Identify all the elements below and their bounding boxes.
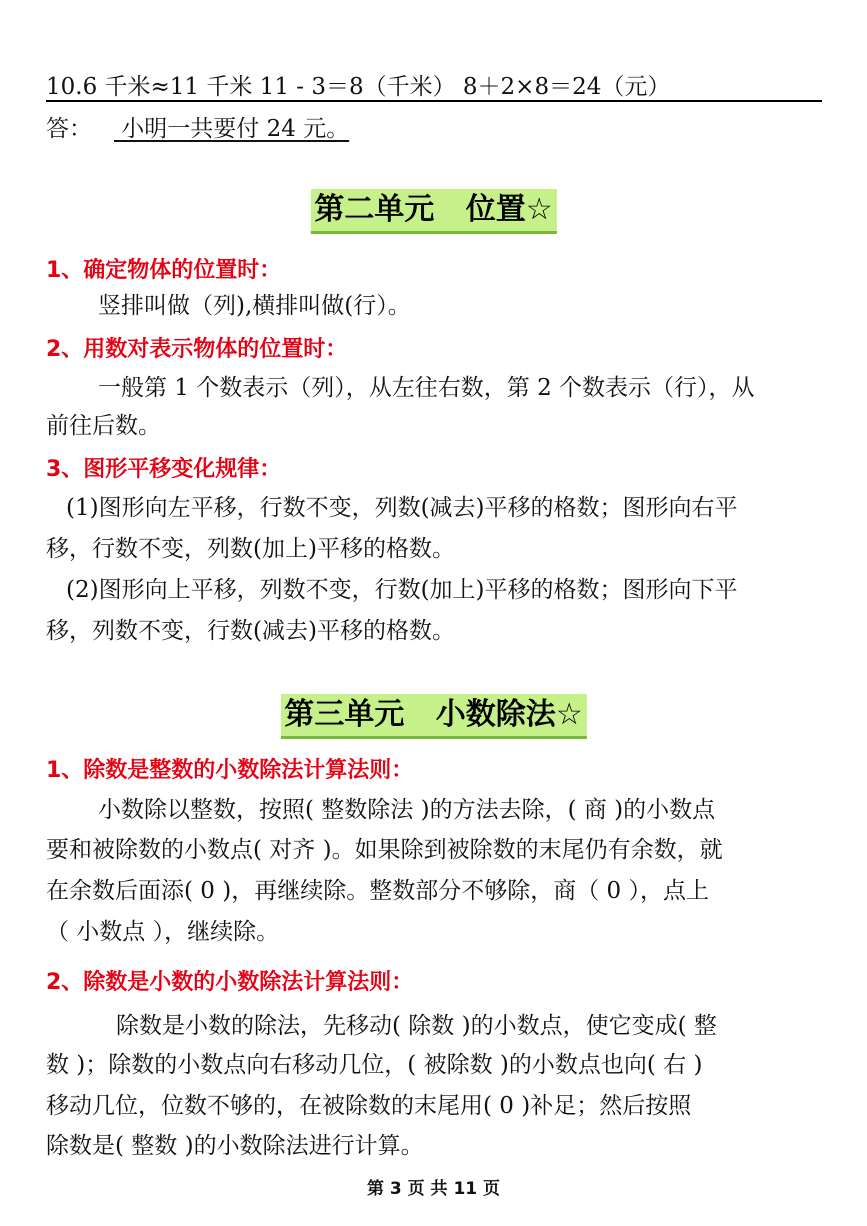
unit2-item1-body: 竖排叫做（列),横排叫做(行）。 — [98, 293, 411, 319]
unit3-title: 第三单元 小数除法☆ — [280, 694, 586, 739]
unit2-item3-body-2: 移，行数不变，列数(加上)平移的格数。 — [46, 536, 455, 562]
answer-prefix: 答： — [46, 116, 92, 142]
unit3-item2-body-2: 数 )；除数的小数点向右移动几位，( 被除数 )的小数点也向( 右 ) — [46, 1052, 703, 1078]
unit3-item1-body-1: 小数除以整数，按照( 整数除法 )的方法去除，( 商 )的小数点 — [98, 797, 716, 823]
unit3-item1-title: 1、除数是整数的小数除法计算法则： — [46, 758, 414, 783]
unit2-item1-title: 1、确定物体的位置时： — [46, 258, 282, 283]
unit3-item2-body-4: 除数是( 整数 )的小数除法进行计算。 — [46, 1133, 424, 1159]
answer-line — [46, 114, 349, 144]
unit3-item2-body-3: 移动几位，位数不够的，在被除数的末尾用( 0 )补足；然后按照 — [46, 1093, 692, 1119]
unit2-item2-title: 2、用数对表示物体的位置时： — [46, 337, 348, 362]
unit3-item2-body-1: 除数是小数的除法，先移动( 除数 )的小数点，使它变成( 整 — [116, 1013, 717, 1039]
unit3-item1-body-2: 要和被除数的小数点( 对齐 )。如果除到被除数的末尾仍有余数，就 — [46, 837, 723, 863]
calc-underline — [46, 100, 822, 102]
page-number: 第 3 页 共 11 页 — [366, 1179, 501, 1199]
unit2-item3-body-1: (1)图形向左平移，行数不变，列数(减去)平移的格数；图形向右平 — [66, 495, 738, 521]
unit2-item2-body-2: 前往后数。 — [46, 413, 161, 439]
unit3-item2-title: 2、除数是小数的小数除法计算法则： — [46, 970, 414, 995]
unit2-title: 第二单元 位置☆ — [310, 189, 556, 234]
unit2-item2-body-1: 一般第 1 个数表示（列），从左往右数，第 2 个数表示（行），从 — [98, 375, 755, 401]
unit3-item1-body-3: 在余数后面添( 0 )，再继续除。整数部分不够除，商（ 0 ），点上 — [46, 878, 709, 904]
calc-line: 10.6 千米≈11 千米 11 - 3＝8（千米） 8＋2×8＝24（元） — [46, 74, 671, 100]
unit2-item3-title: 3、图形平移变化规律： — [46, 457, 282, 482]
unit2-item3-body-3: (2)图形向上平移，列数不变，行数(加上)平移的格数；图形向下平 — [66, 577, 738, 603]
answer-text: 小明一共要付 24 元。 — [114, 116, 350, 142]
unit2-item3-body-4: 移，列数不变，行数(减去)平移的格数。 — [46, 618, 455, 644]
unit3-item1-body-4: （ 小数点 ），继续除。 — [46, 919, 280, 945]
